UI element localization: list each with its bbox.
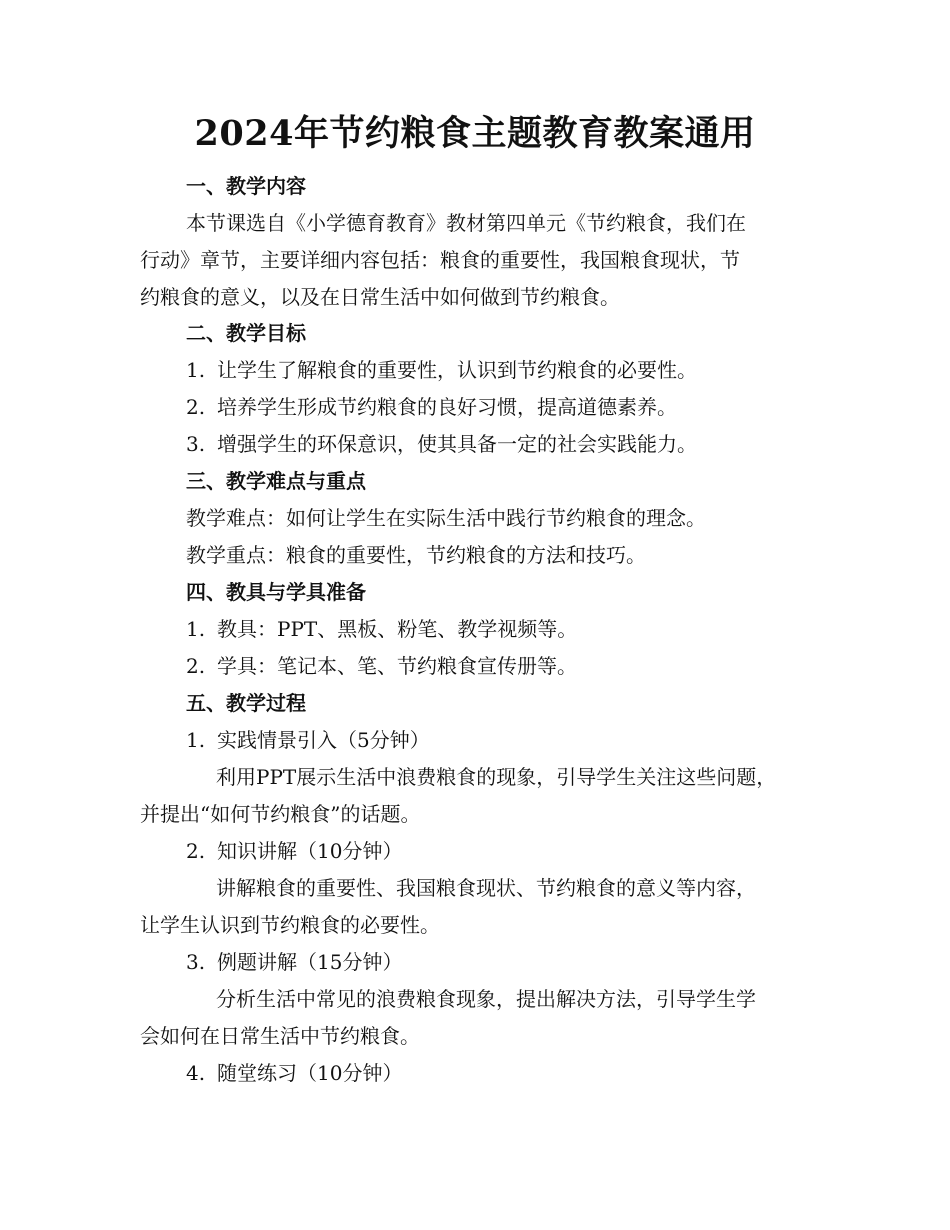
list-number: 1. — [186, 358, 206, 382]
section-heading-key-points: 三、教学难点与重点 — [186, 469, 366, 493]
step-description: 分析生活中常见的浪费粮食现象，提出解决方法，引导学生学 — [216, 987, 756, 1011]
step-title — [186, 725, 866, 755]
list-number: 2. — [186, 654, 206, 678]
step-title — [186, 836, 866, 866]
step-label: 例题讲解（15分钟） — [217, 950, 403, 974]
list-item — [186, 392, 866, 422]
paragraph-line: 本节课选自《小学德育教育》教材第四单元《节约粮食，我们在 — [186, 211, 746, 235]
step-title — [186, 1058, 866, 1088]
step-description: 讲解粮食的重要性、我国粮食现状、节约粮食的意义等内容， — [216, 876, 756, 900]
list-number: 1. — [186, 617, 206, 641]
step-number: 3. — [186, 950, 206, 974]
list-text: 学具：笔记本、笔、节约粮食宣传册等。 — [217, 654, 577, 678]
paragraph-line: 教学重点：粮食的重要性，节约粮食的方法和技巧。 — [186, 543, 646, 567]
list-text: 教具：PPT、黑板、粉笔、教学视频等。 — [217, 617, 578, 641]
step-description: 让学生认识到节约粮食的必要性。 — [140, 913, 440, 937]
step-description: 会如何在日常生活中节约粮食。 — [140, 1024, 420, 1048]
list-item — [186, 429, 866, 459]
list-item — [186, 355, 866, 385]
step-title — [186, 947, 866, 977]
section-heading-objectives: 二、教学目标 — [186, 321, 306, 345]
paragraph-line: 教学难点：如何让学生在实际生活中践行节约粮食的理念。 — [186, 506, 706, 530]
list-number: 2. — [186, 395, 206, 419]
paragraph-line: 行动》章节，主要详细内容包括：粮食的重要性，我国粮食现状，节 — [140, 248, 740, 272]
section-heading-materials: 四、教具与学具准备 — [186, 580, 366, 604]
step-label: 随堂练习（10分钟） — [217, 1061, 403, 1085]
document-title: 2024年节约粮食主题教育教案通用 — [194, 113, 756, 154]
step-number: 2. — [186, 839, 206, 863]
list-text: 让学生了解粮食的重要性，认识到节约粮食的必要性。 — [217, 358, 697, 382]
list-number: 3. — [186, 432, 206, 456]
step-description: 并提出“如何节约粮食”的话题。 — [140, 802, 421, 826]
list-item — [186, 651, 866, 681]
step-number: 4. — [186, 1061, 206, 1085]
step-label: 知识讲解（10分钟） — [217, 839, 403, 863]
list-text: 增强学生的环保意识，使其具备一定的社会实践能力。 — [217, 432, 697, 456]
section-heading-content: 一、教学内容 — [186, 174, 306, 198]
step-description: 利用PPT展示生活中浪费粮食的现象，引导学生关注这些问题， — [216, 765, 777, 789]
list-item — [186, 614, 866, 644]
list-text: 培养学生形成节约粮食的良好习惯，提高道德素养。 — [217, 395, 677, 419]
step-number: 1. — [186, 728, 206, 752]
paragraph-line: 约粮食的意义，以及在日常生活中如何做到节约粮食。 — [140, 285, 620, 309]
section-heading-process: 五、教学过程 — [186, 691, 306, 715]
step-label: 实践情景引入（5分钟） — [217, 728, 430, 752]
